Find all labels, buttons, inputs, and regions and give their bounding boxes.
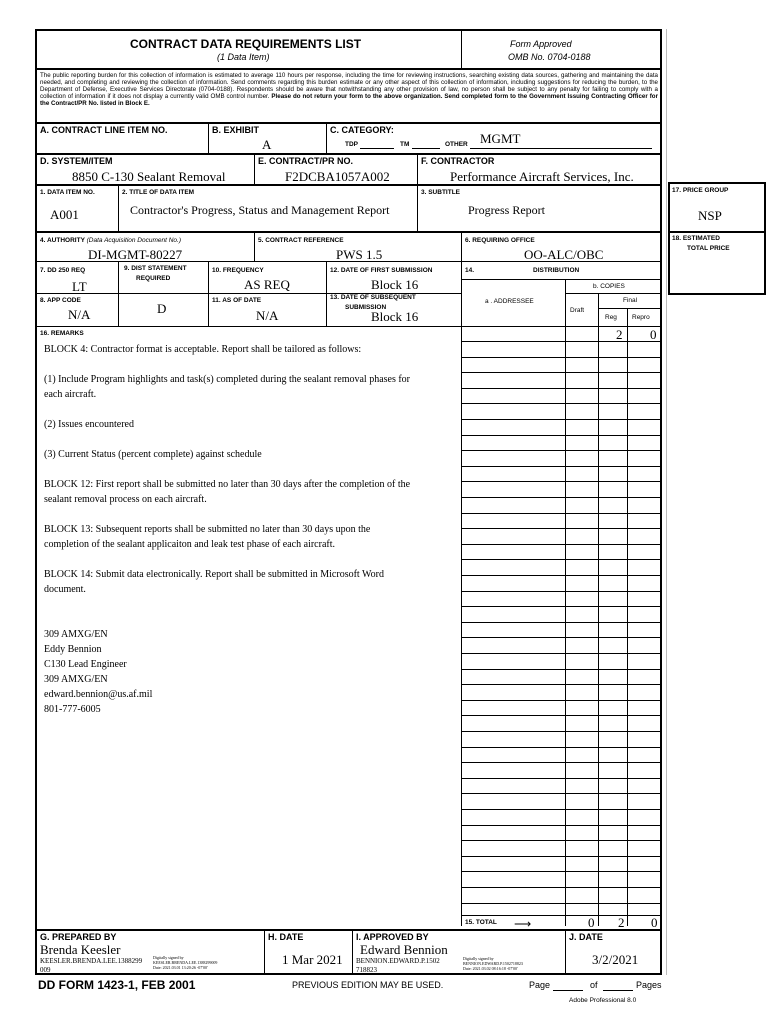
remarks-line [44, 402, 460, 417]
pages-label: Pages [636, 980, 662, 990]
adobe-label: Adobe Professional 8.0 [569, 997, 637, 1004]
item-11-label: 11. AS OF DATE [212, 297, 262, 304]
distribution-row-line [461, 747, 661, 748]
item-9-label-1: 9. DIST STATEMENT [124, 265, 187, 272]
remarks-line: Eddy Bennion [44, 644, 102, 655]
other-label: OTHER [445, 141, 468, 148]
prepared-sig-small [153, 955, 217, 970]
approved-sig-small-1: Digitally signed by [463, 956, 494, 961]
distribution-row-line [461, 809, 661, 810]
remarks-line: completion of the sealant applicaiton and leak test phase of each aircraft. [44, 539, 335, 550]
authority-hint: (Data Acquisition Document No.) [86, 237, 182, 244]
approved-by-name[interactable]: Edward Bennion [360, 942, 448, 957]
distribution-row-line [461, 435, 661, 436]
distribution-row-line [461, 669, 661, 670]
item-9-label-2: REQUIRED [136, 275, 171, 282]
addressee-label: a . ADDRESSEE [485, 298, 534, 305]
burden-statement [40, 72, 658, 107]
distribution-row-line [461, 871, 661, 872]
omb-number: OMB No. 0704-0188 [508, 52, 591, 62]
remarks-line: edward.bennion@us.af.mil [44, 689, 153, 700]
block-c-label: C. CATEGORY: [330, 125, 394, 135]
tm-label: TM [400, 141, 410, 148]
distribution-row-line [461, 793, 661, 794]
item-5-label: 5. CONTRACT REFERENCE [258, 237, 344, 244]
prepared-sig-2: 009 [40, 966, 51, 974]
remarks-line [44, 507, 460, 522]
distribution-row-line [461, 903, 661, 904]
burden-bold: Please do not return your form to the above organization. Send completed form to the Government Issuing Contracting Officer for the Contract/PR No. listed in Block E. [40, 93, 658, 108]
item-16-label: 16. REMARKS [40, 330, 84, 337]
as-of-date-value[interactable]: N/A [256, 308, 279, 323]
pages-field[interactable] [603, 990, 633, 991]
item-1-label: 1. DATA ITEM NO. [40, 189, 95, 196]
remarks-line: 309 AMXG/EN [44, 674, 108, 685]
total-draft-value[interactable]: 0 [588, 915, 595, 930]
reg-copies-value[interactable]: 2 [616, 327, 623, 342]
remarks-line [44, 552, 460, 567]
distribution-row-line [461, 481, 661, 482]
remarks-line: (2) Issues encountered [44, 419, 134, 430]
block-d-label: D. SYSTEM/ITEM [40, 156, 113, 166]
item-6-label: 6. REQUIRING OFFICE [465, 237, 535, 244]
draft-label: Draft [570, 307, 585, 314]
remarks-line [44, 597, 460, 612]
total-reg-value[interactable]: 2 [618, 915, 625, 930]
remarks-line: document. [44, 584, 86, 595]
remarks-line [44, 612, 460, 627]
data-item-no-value[interactable]: A001 [50, 207, 79, 222]
contract-ref-value[interactable]: PWS 1.5 [336, 247, 383, 262]
remarks-line: BLOCK 13: Subsequent reports shall be submitted no later than 30 days upon the [44, 524, 371, 535]
contractor-value[interactable]: Performance Aircraft Services, Inc. [450, 169, 634, 184]
distribution-row-line [461, 403, 661, 404]
distribution-row-line [461, 825, 661, 826]
prepared-sig-small-1: Digitally signed by [153, 955, 184, 960]
remarks-line: C130 Lead Engineer [44, 659, 127, 670]
form-subtitle: (1 Data Item) [217, 52, 270, 62]
distribution-row-line [461, 372, 661, 373]
remarks-line [44, 462, 460, 477]
contract-no-value[interactable]: F2DCBA1057A002 [285, 169, 390, 184]
right-edge-line [666, 29, 667, 975]
item-7-label: 7. DD 250 REQ [40, 267, 86, 274]
remarks-line [44, 357, 460, 372]
remarks-line: BLOCK 12: First report shall be submitted no later than 30 days after the completion of the [44, 479, 411, 490]
remarks-line: (1) Include Program highlights and task(s) completed during the sealant removal phases for [44, 374, 411, 385]
block-f-label: F. CONTRACTOR [421, 156, 495, 166]
prepared-by-name[interactable]: Brenda Keesler [40, 942, 121, 957]
distribution-row-line [461, 544, 661, 545]
tm-field[interactable] [412, 148, 440, 149]
approved-sig-small-3: Date: 2021.03.02 08:16:18 -07'00' [463, 966, 518, 971]
distribution-row-line [461, 731, 661, 732]
item-14-label: 14. [465, 267, 475, 274]
subtitle-value[interactable]: Progress Report [468, 203, 545, 217]
approved-sig-1: BENNION.EDWARD.P.1502 [356, 957, 440, 965]
distribution-row-line [461, 559, 661, 560]
distribution-row-line [461, 528, 661, 529]
block-j-label: J. DATE [569, 932, 603, 942]
category-value[interactable]: MGMT [480, 131, 521, 146]
block-h-label: H. DATE [268, 932, 304, 942]
item-13-label-2: SUBMISSION [345, 304, 387, 311]
previous-edition: PREVIOUS EDITION MAY BE USED. [292, 980, 444, 990]
distribution-row-line [461, 591, 661, 592]
remarks-text[interactable] [44, 342, 460, 717]
repro-label: Repro [632, 314, 650, 321]
distribution-row-line [461, 762, 661, 763]
remarks-line: BLOCK 14: Submit data electronically. Report shall be submitted in Microsoft Word [44, 569, 384, 580]
distribution-row-line [461, 778, 661, 779]
final-label: Final [623, 297, 638, 304]
distribution-row-line [461, 684, 661, 685]
dd250-value[interactable]: LT [72, 279, 87, 294]
tdp-field[interactable] [360, 148, 394, 149]
distribution-row-line [461, 419, 661, 420]
dist-statement-value[interactable]: D [157, 301, 167, 316]
prepared-sig-small-3: Date: 2021.03.01 13:20:26 -07'00' [153, 965, 208, 970]
approved-sig-small-2: BENNION.EDWARD.P.1502718823 [463, 961, 523, 966]
distribution-row-line [461, 700, 661, 701]
of-label: of [590, 980, 598, 990]
distribution-row-line [461, 388, 661, 389]
distribution-row-line [461, 887, 661, 888]
item-10-label: 10. FREQUENCY [212, 267, 264, 274]
remarks-line: 801-777-6005 [44, 704, 101, 715]
frequency-value[interactable]: AS REQ [244, 277, 290, 292]
exhibit-value[interactable]: A [262, 137, 272, 152]
item-15-label: 15. TOTAL [465, 919, 497, 926]
block-g-label: G. PREPARED BY [40, 932, 117, 942]
approved-date-value[interactable]: 3/2/2021 [592, 952, 639, 967]
distribution-row-line [461, 466, 661, 467]
distribution-row-line [461, 715, 661, 716]
item-3-label: 3. SUBTITLE [421, 189, 461, 196]
prepared-sig-1: KEESLER.BRENDA.LEE.1388299 [40, 957, 143, 965]
item-13-label-1: 13. DATE OF SUBSEQUENT [330, 294, 416, 301]
distribution-row-line [461, 450, 661, 451]
prepared-date-value[interactable]: 1 Mar 2021 [282, 952, 343, 967]
data-item-title-value[interactable]: Contractor's Progress, Status and Management Report [130, 203, 390, 217]
item-18-label-1: 18. ESTIMATED [672, 235, 720, 242]
item-18-label-2: TOTAL PRICE [687, 245, 730, 252]
form-number: DD FORM 1423-1, FEB 2001 [38, 978, 196, 992]
block-b-label: B. EXHIBIT [212, 125, 260, 135]
distribution-row-line [461, 653, 661, 654]
distribution-row-line [461, 622, 661, 623]
block-e-label: E. CONTRACT/PR NO. [258, 156, 354, 166]
price-group-value[interactable]: NSP [698, 208, 722, 223]
prepared-sig-small-2: KEESLER.BRENDA.LEE.1388299009 [153, 960, 218, 965]
system-item-value[interactable]: 8850 C-130 Sealant Removal [72, 169, 226, 184]
remarks-line: BLOCK 4: Contractor format is acceptable. Report shall be tailored as follows: [44, 344, 362, 355]
item-8-label: 8. APP CODE [40, 297, 81, 304]
copies-label: b. COPIES [593, 283, 625, 290]
page-field[interactable] [553, 990, 583, 991]
distribution-label: DISTRIBUTION [533, 267, 580, 274]
approved-sig-small [463, 956, 523, 971]
distribution-row-line [461, 856, 661, 857]
distribution-row-line [461, 606, 661, 607]
block-a-label: A. CONTRACT LINE ITEM NO. [40, 125, 168, 135]
arrow-icon: ⟶ [514, 917, 532, 931]
distribution-row-line [461, 513, 661, 514]
distribution-row-line [461, 637, 661, 638]
form-title: CONTRACT DATA REQUIREMENTS LIST [130, 37, 362, 51]
page-label: Page [529, 980, 551, 990]
remarks-line [44, 432, 460, 447]
remarks-line: sealant removal process on each aircraft. [44, 494, 207, 505]
first-submission-value[interactable]: Block 16 [371, 277, 419, 292]
subsequent-submission-value[interactable]: Block 16 [371, 309, 419, 324]
reg-label: Reg [605, 314, 617, 321]
app-code-value[interactable]: N/A [68, 307, 91, 322]
distribution-row-line [461, 341, 661, 342]
block-i-label: I. APPROVED BY [356, 932, 429, 942]
authority-label: 4. AUTHORITY [40, 237, 85, 244]
approved-sig-2: 718823 [356, 966, 377, 974]
remarks-line: (3) Current Status (percent complete) against schedule [44, 449, 262, 460]
total-repro-value[interactable]: 0 [651, 915, 658, 930]
authority-value[interactable]: DI-MGMT-80227 [88, 247, 183, 262]
item-12-label: 12. DATE OF FIRST SUBMISSION [330, 267, 433, 274]
item-2-label: 2. TITLE OF DATA ITEM [122, 189, 195, 196]
burden-text: The public reporting burden for this collection of information is estimated to average 110 hours per response, including the time for reviewing instructions, searching existing data sources, gathering and maintaining the data needed, and completing and reviewing the collection of information. Send comments regarding this burden estimate or any other aspect of this collection of information, including suggestions for reducing the burden, to the Department of Defense, Executive Services Directorate (0704-0188). Respondents should be aware that notwithstanding any other provision of law, no person shall be subject to any penalty for failing to comply with a collection of information if it does not display a currently valid OMB control number. [40, 72, 658, 101]
distribution-row-line [461, 497, 661, 498]
distribution-row-line [461, 840, 661, 841]
distribution-row-line [461, 357, 661, 358]
tdp-label: TDP [345, 141, 358, 148]
form-approved: Form Approved [510, 39, 572, 49]
remarks-line: each aircraft. [44, 389, 97, 400]
distribution-row-line [461, 575, 661, 576]
requiring-office-value[interactable]: OO-ALC/OBC [524, 247, 604, 262]
repro-copies-value[interactable]: 0 [650, 327, 657, 342]
item-4-label [40, 237, 181, 244]
item-17-label: 17. PRICE GROUP [672, 187, 729, 194]
remarks-line: 309 AMXG/EN [44, 629, 108, 640]
